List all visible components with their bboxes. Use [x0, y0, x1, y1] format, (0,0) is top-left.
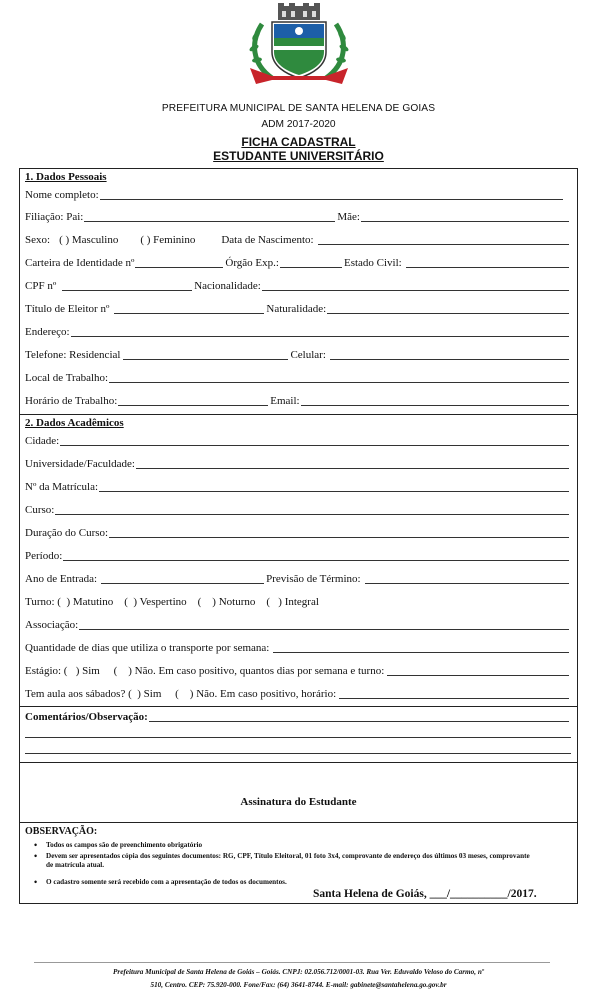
- periodo-label: Período:: [25, 550, 63, 562]
- titulo-row: [25, 300, 571, 316]
- sabado-row: [25, 685, 571, 701]
- previsao-label: Previsão de Término:: [266, 573, 361, 585]
- email-label: Email:: [270, 395, 300, 407]
- sabado-field[interactable]: [339, 688, 569, 699]
- local-trabalho-label: Local de Trabalho:: [25, 372, 109, 384]
- comentarios-label: Comentários/Observação:: [25, 711, 148, 723]
- nome-row: [25, 186, 571, 202]
- section-divider: [20, 762, 577, 763]
- associacao-field[interactable]: [79, 619, 569, 630]
- horario-trabalho-row: [25, 392, 571, 408]
- turno-row: [25, 593, 571, 609]
- universidade-label: Universidade/Faculdade:: [25, 458, 135, 470]
- section-divider: [20, 822, 577, 823]
- footer-contact: 510, Centro. CEP: 75.920-000. Fone/Fax: (64) 3641-8744. E-mail: gabinete@santahelena.go.gov.br: [150, 981, 447, 989]
- observacao-item: • O cadastro somente será recebido com a apresentação de todos os documentos.: [46, 878, 546, 887]
- sexo-label: Sexo:: [25, 234, 51, 246]
- duracao-row: [25, 524, 571, 540]
- curso-row: [25, 501, 571, 517]
- associacao-label: Associação:: [25, 619, 79, 631]
- cidade-label: Cidade:: [25, 435, 60, 447]
- mae-label: Mãe:: [337, 211, 360, 223]
- comentarios-row: [25, 708, 571, 724]
- matricula-row: [25, 478, 571, 494]
- filiacao-row: [25, 208, 571, 224]
- section-academic-heading: 2. Dados Acadêmicos: [25, 417, 124, 429]
- horario-trabalho-label: Horário de Trabalho:: [25, 395, 118, 407]
- duracao-label: Duração do Curso:: [25, 527, 109, 539]
- masculino-option[interactable]: ( ) Masculino: [59, 234, 119, 246]
- ano-entrada-row: [25, 570, 571, 586]
- nascimento-label: Data de Nascimento:: [221, 234, 314, 246]
- municipal-crest-logo: [242, 2, 356, 90]
- titulo-field[interactable]: [114, 303, 264, 314]
- horario-trabalho-field[interactable]: [118, 395, 268, 406]
- form-subtitle: ESTUDANTE UNIVERSITÁRIO: [213, 149, 384, 163]
- footer-divider: [34, 962, 550, 963]
- date-line: Santa Helena de Goiás, ___/__________/2017.: [313, 888, 537, 900]
- pai-label: Filiação: Pai:: [25, 211, 84, 223]
- feminino-option[interactable]: ( ) Feminino: [140, 234, 196, 246]
- section-divider: [20, 706, 577, 707]
- identidade-row: [25, 254, 571, 270]
- ano-entrada-label: Ano de Entrada:: [25, 573, 98, 585]
- celular-field[interactable]: [330, 349, 569, 360]
- nascimento-field[interactable]: [318, 234, 569, 245]
- endereco-field[interactable]: [71, 326, 569, 337]
- observacao-heading: OBSERVAÇÃO:: [25, 826, 98, 837]
- estagio-label[interactable]: Estágio: ( ) Sim ( ) Não. Em caso positivo, quantos dias por semana e turno:: [25, 665, 385, 677]
- universidade-field[interactable]: [136, 458, 569, 469]
- nome-label: Nome completo:: [25, 189, 99, 201]
- endereco-row: [25, 323, 571, 339]
- prefeitura-name: PREFEITURA MUNICIPAL DE SANTA HELENA DE GOIAS: [161, 103, 436, 114]
- administration-period: ADM 2017-2020: [261, 119, 336, 130]
- periodo-row: [25, 547, 571, 563]
- observacao-item: • Devem ser apresentados cópia dos seguintes documentos: RG, CPF, Título Eleitoral, 01 foto 3x4, comprovante de endereço dos últimos 03 meses, comprovante de matrícula atual.: [46, 852, 536, 870]
- cpf-field[interactable]: [62, 280, 192, 291]
- cpf-label: CPF nº: [25, 280, 57, 292]
- naturalidade-field[interactable]: [327, 303, 569, 314]
- comentarios-field[interactable]: [149, 711, 569, 722]
- identidade-label: Carteira de Identidade nº: [25, 257, 135, 269]
- email-field[interactable]: [301, 395, 569, 406]
- section-personal-heading: 1. Dados Pessoais: [25, 171, 107, 183]
- quantidade-label: Quantidade de dias que utiliza o transporte por semana:: [25, 642, 270, 654]
- titulo-label: Título de Eleitor nº: [25, 303, 110, 315]
- curso-field[interactable]: [55, 504, 569, 515]
- observacao-item: • Todos os campos são de preenchimento obrigatório: [46, 841, 546, 850]
- ano-entrada-field[interactable]: [101, 573, 264, 584]
- periodo-field[interactable]: [63, 550, 569, 561]
- estagio-field[interactable]: [387, 665, 569, 676]
- local-trabalho-row: [25, 369, 571, 385]
- quantidade-field[interactable]: [273, 642, 569, 653]
- naturalidade-label: Naturalidade:: [266, 303, 327, 315]
- orgao-field[interactable]: [280, 257, 342, 268]
- footer-address: Prefeitura Municipal de Santa Helena de Goiás – Goiás. CNPJ: 02.056.712/0001-03. Rua Ver. Eduvaldo Veloso do Carmo, nº: [113, 968, 484, 976]
- estado-civil-field[interactable]: [406, 257, 569, 268]
- cidade-row: [25, 432, 571, 448]
- form-title: FICHA CADASTRAL: [241, 135, 356, 149]
- nacionalidade-field[interactable]: [262, 280, 569, 291]
- cidade-field[interactable]: [60, 435, 569, 446]
- duracao-field[interactable]: [109, 527, 569, 538]
- turno-options[interactable]: Turno: ( ) Matutino ( ) Vespertino ( ) Noturno ( ) Integral: [25, 596, 319, 608]
- matricula-label: Nº da Matrícula:: [25, 481, 99, 493]
- sabado-label[interactable]: Tem aula aos sábados? ( ) Sim ( ) Não. Em caso positivo, horário:: [25, 688, 337, 700]
- nome-field[interactable]: [100, 189, 563, 200]
- cpf-row: [25, 277, 571, 293]
- section-divider: [20, 414, 577, 415]
- associacao-row: [25, 616, 571, 632]
- universidade-row: [25, 455, 571, 471]
- celular-label: Celular:: [290, 349, 326, 361]
- estagio-row: [25, 662, 571, 678]
- matricula-field[interactable]: [99, 481, 569, 492]
- pai-field[interactable]: [84, 211, 335, 222]
- mae-field[interactable]: [361, 211, 569, 222]
- comentarios-line[interactable]: [25, 737, 571, 738]
- previsao-field[interactable]: [365, 573, 569, 584]
- identidade-field[interactable]: [135, 257, 223, 268]
- endereco-label: Endereço:: [25, 326, 70, 338]
- local-trabalho-field[interactable]: [109, 372, 569, 383]
- sexo-row: [25, 231, 571, 247]
- quantidade-row: [25, 639, 571, 655]
- estado-civil-label: Estado Civil:: [343, 257, 402, 269]
- assinatura-label: Assinatura do Estudante: [240, 796, 357, 808]
- orgao-label: Órgão Exp.:: [225, 257, 279, 269]
- telefone-field[interactable]: [123, 349, 288, 360]
- comentarios-line[interactable]: [25, 753, 571, 754]
- curso-label: Curso:: [25, 504, 55, 516]
- nacionalidade-label: Nacionalidade:: [194, 280, 261, 292]
- telefone-label: Telefone: Residencial: [25, 349, 121, 361]
- telefone-row: [25, 346, 571, 362]
